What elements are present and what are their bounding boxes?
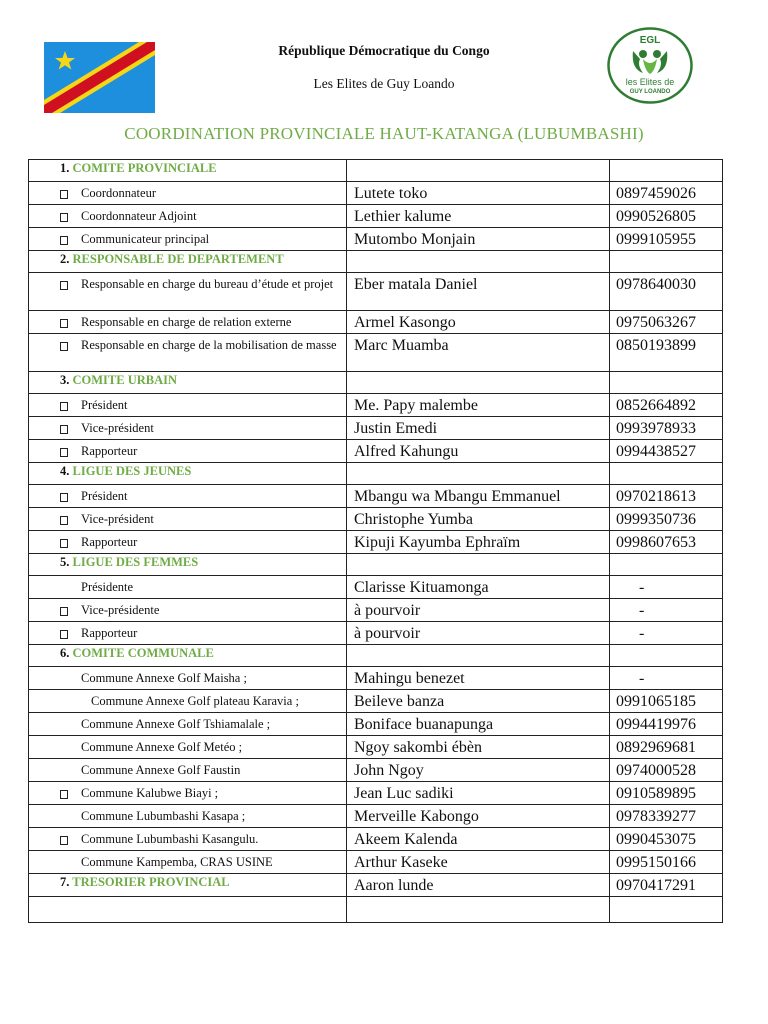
member-name: Ngoy sakombi ébèn [347,736,610,759]
table-row [29,417,723,440]
member-name: Arthur Kaseke [347,851,610,874]
table-row [29,599,723,622]
section-header-row [29,645,723,667]
table-row [29,205,723,228]
section-number: 5. [60,555,70,569]
member-phone: 0990526805 [610,205,723,228]
role-label: Commune Annexe Golf Metéo ; [81,740,243,754]
member-name: Mahingu benezet [347,667,610,690]
table-row [29,782,723,805]
role-label: Responsable en charge du bureau d’étude et projet [81,277,334,291]
role-label: Vice-présidente [81,603,160,617]
section-label: LIGUE DES FEMMES [72,555,199,569]
role-label: Responsable en charge de la mobilisation de masse [81,338,337,352]
checkbox-icon [60,630,68,639]
role-label: Commune Annexe Golf Faustin [81,763,241,777]
checkbox-icon [60,190,68,199]
table-row [29,690,723,713]
role-label: Commune Annexe Golf Tshiamalale ; [81,717,271,731]
header-country: République Démocratique du Congo [278,43,490,58]
member-phone: 0850193899 [610,334,723,372]
checkbox-icon [60,448,68,457]
section-number: 6. [60,646,70,660]
section-number: 2. [60,252,70,266]
member-phone: - [610,576,723,599]
section-label: TRESORIER PROVINCIAL [72,875,230,889]
section-header-row [29,463,723,485]
checkbox-icon [60,342,68,351]
table-row [29,828,723,851]
role-label: Rapporteur [81,535,138,549]
member-phone: 0975063267 [610,311,723,334]
section-label: COMITE URBAIN [72,373,178,387]
checkbox-icon [60,493,68,502]
section-label: COMITE PROVINCIALE [72,161,217,175]
role-label: Communicateur principal [81,232,210,246]
member-phone: 0978640030 [610,273,723,311]
member-phone: - [610,622,723,645]
member-phone: 0910589895 [610,782,723,805]
section-number: 7. [60,875,70,889]
table-row [29,334,723,372]
checkbox-icon [60,319,68,328]
section-label: RESPONSABLE DE DEPARTEMENT [72,252,284,266]
member-name: Armel Kasongo [347,311,610,334]
table-row [29,736,723,759]
member-phone: 0970417291 [610,874,723,897]
member-name: Christophe Yumba [347,508,610,531]
svg-text:GUY LOANDO: GUY LOANDO [629,89,671,95]
checkbox-icon [60,425,68,434]
table-row [29,485,723,508]
role-label: Responsable en charge de relation externe [81,315,292,329]
member-name: Kipuji Kayumba Ephraïm [347,531,610,554]
member-name: Alfred Kahungu [347,440,610,463]
role-label: Président [81,398,128,412]
member-phone: 0998607653 [610,531,723,554]
member-phone: - [610,667,723,690]
section-label: COMITE COMMUNALE [72,646,214,660]
member-phone: 0978339277 [610,805,723,828]
checkbox-icon [60,213,68,222]
role-label: Vice-président [81,512,154,526]
section-header-row [29,372,723,394]
member-name: Marc Muamba [347,334,610,372]
checkbox-icon [60,539,68,548]
member-name: Lethier kalume [347,205,610,228]
svg-text:EGL: EGL [639,35,661,46]
member-phone: 0999105955 [610,228,723,251]
role-label: Commune Annexe Golf Maisha ; [81,671,247,685]
member-name: Jean Luc sadiki [347,782,610,805]
member-name: à pourvoir [347,599,610,622]
section-header-row [29,251,723,273]
member-phone: 0897459026 [610,182,723,205]
role-label: Présidente [81,580,134,594]
checkbox-icon [60,790,68,799]
role-label: Rapporteur [81,626,138,640]
section-number: 3. [60,373,70,387]
member-name: Aaron lunde [347,874,610,897]
member-phone: - [610,599,723,622]
table-row [29,713,723,736]
table-row [29,805,723,828]
member-name: Beileve banza [347,690,610,713]
egl-logo [607,27,693,104]
member-name: Lutete toko [347,182,610,205]
member-phone: 0990453075 [610,828,723,851]
member-name: Merveille Kabongo [347,805,610,828]
table-row [29,440,723,463]
member-name: à pourvoir [347,622,610,645]
member-name: Clarisse Kituamonga [347,576,610,599]
role-label: Président [81,489,128,503]
checkbox-icon [60,607,68,616]
member-name: Mutombo Monjain [347,228,610,251]
member-name: John Ngoy [347,759,610,782]
table-row [29,622,723,645]
role-label: Vice-président [81,421,154,435]
table-row [29,182,723,205]
checkbox-icon [60,836,68,845]
role-label: Commune Annexe Golf plateau Karavia ; [91,694,299,708]
role-label: Rapporteur [81,444,138,458]
table-row [29,576,723,599]
section-header-row [29,160,723,182]
member-name: Me. Papy malembe [347,394,610,417]
member-phone: 0999350736 [610,508,723,531]
member-phone: 0892969681 [610,736,723,759]
member-phone: 0994419976 [610,713,723,736]
member-phone: 0993978933 [610,417,723,440]
role-label: Commune Lubumbashi Kasapa ; [81,809,246,823]
table-row [29,228,723,251]
table-row [29,394,723,417]
section-number: 4. [60,464,70,478]
checkbox-icon [60,402,68,411]
checkbox-icon [60,516,68,525]
member-name: Eber matala Daniel [347,273,610,311]
role-label: Coordonnateur [81,186,156,200]
empty-row [29,897,723,923]
member-name: Mbangu wa Mbangu Emmanuel [347,485,610,508]
role-label: Commune Kampemba, CRAS USINE [81,855,273,869]
role-label: Commune Lubumbashi Kasangulu. [81,832,259,846]
table-row [29,273,723,311]
section-label: LIGUE DES JEUNES [72,464,192,478]
table-row [29,311,723,334]
section-header-row [29,554,723,576]
member-name: Akeem Kalenda [347,828,610,851]
member-phone: 0852664892 [610,394,723,417]
page-title: COORDINATION PROVINCIALE HAUT-KATANGA (LUBUMBASHI) [124,124,644,143]
member-phone: 0974000528 [610,759,723,782]
header-organization: Les Elites de Guy Loando [313,76,455,91]
table-row [29,667,723,690]
checkbox-icon [60,236,68,245]
member-phone: 0970218613 [610,485,723,508]
member-phone: 0994438527 [610,440,723,463]
table-row [29,759,723,782]
member-name: Justin Emedi [347,417,610,440]
table-row [29,531,723,554]
table-row [29,851,723,874]
role-label: Coordonnateur Adjoint [81,209,197,223]
member-phone: 0991065185 [610,690,723,713]
section-header-row [29,874,723,897]
member-name: Boniface buanapunga [347,713,610,736]
svg-text:les Elites de: les Elites de [625,77,675,87]
role-label: Commune Kalubwe Biayi ; [81,786,219,800]
section-number: 1. [60,161,70,175]
roster-table [28,159,723,923]
table-row [29,508,723,531]
member-phone: 0995150166 [610,851,723,874]
checkbox-icon [60,281,68,290]
